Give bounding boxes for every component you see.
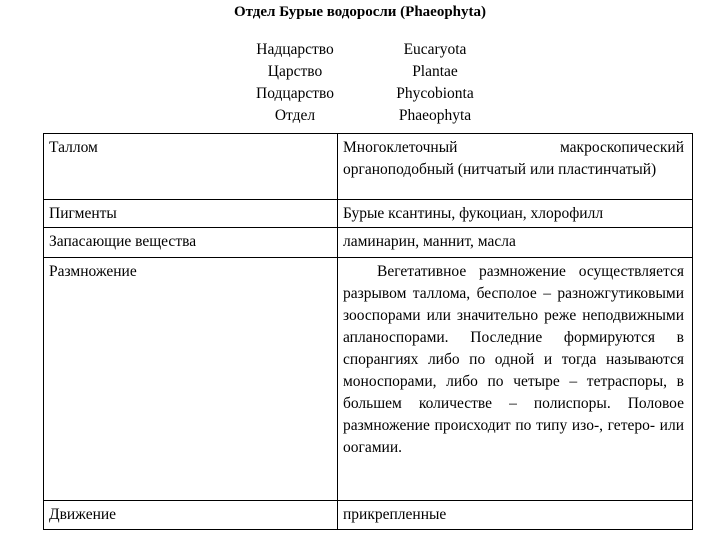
- table-row-movement: [44, 501, 693, 530]
- taxonomy-name: Phaeophyta: [398, 107, 472, 124]
- row-value: Вегетативное размножение осуществляется разрывом таллома, бесполое – разножгутиковыми зооспорами или значительно реже неподвижными апланоспорами. Последние формируются в спорангиях либо по одной и тогда называются моноспорами, либо по четыре – тетраспоры, в большем количестве – полиспоры. Половое размножение происходит по типу изо-, гетеро- или оогамии.: [338, 258, 693, 501]
- taxonomy-row-subkingdom: [0, 83, 720, 105]
- taxonomy-rank: Надцарство: [256, 41, 334, 58]
- taxonomy-row-kingdom: [0, 61, 720, 83]
- row-label: Таллом: [44, 134, 338, 200]
- table-row-storage: [44, 228, 693, 258]
- row-value: Бурые ксантины, фукоциан, хлорофилл: [338, 200, 693, 228]
- taxonomy-rank: Царство: [267, 63, 323, 80]
- row-value: ламинарин, маннит, масла: [338, 228, 693, 258]
- table-row-pigments: [44, 200, 693, 228]
- taxonomy-row-division: [0, 105, 720, 127]
- characteristics-table: [43, 133, 693, 530]
- taxonomy-name: Plantae: [412, 63, 458, 80]
- row-label: Движение: [44, 501, 338, 530]
- table-row-thallus: [44, 134, 693, 200]
- taxonomy-row-superkingdom: [0, 39, 720, 61]
- row-value: Многоклеточный макроскопический органоподобный (нитчатый или пластинчатый): [338, 134, 693, 200]
- row-label: Пигменты: [44, 200, 338, 228]
- taxonomy-rank: Подцарство: [256, 85, 334, 102]
- row-label: Запасающие вещества: [44, 228, 338, 258]
- taxonomy-name: Eucaryota: [403, 41, 467, 58]
- row-value: прикрепленные: [338, 501, 693, 530]
- page-title: Отдел Бурые водоросли (Phaeophyta): [233, 4, 487, 20]
- table-row-reproduction: [44, 258, 693, 501]
- taxonomy-block: [0, 39, 720, 127]
- taxonomy-rank: Отдел: [274, 107, 316, 124]
- row-label: Размножение: [44, 258, 338, 501]
- taxonomy-name: Phycobionta: [396, 85, 474, 102]
